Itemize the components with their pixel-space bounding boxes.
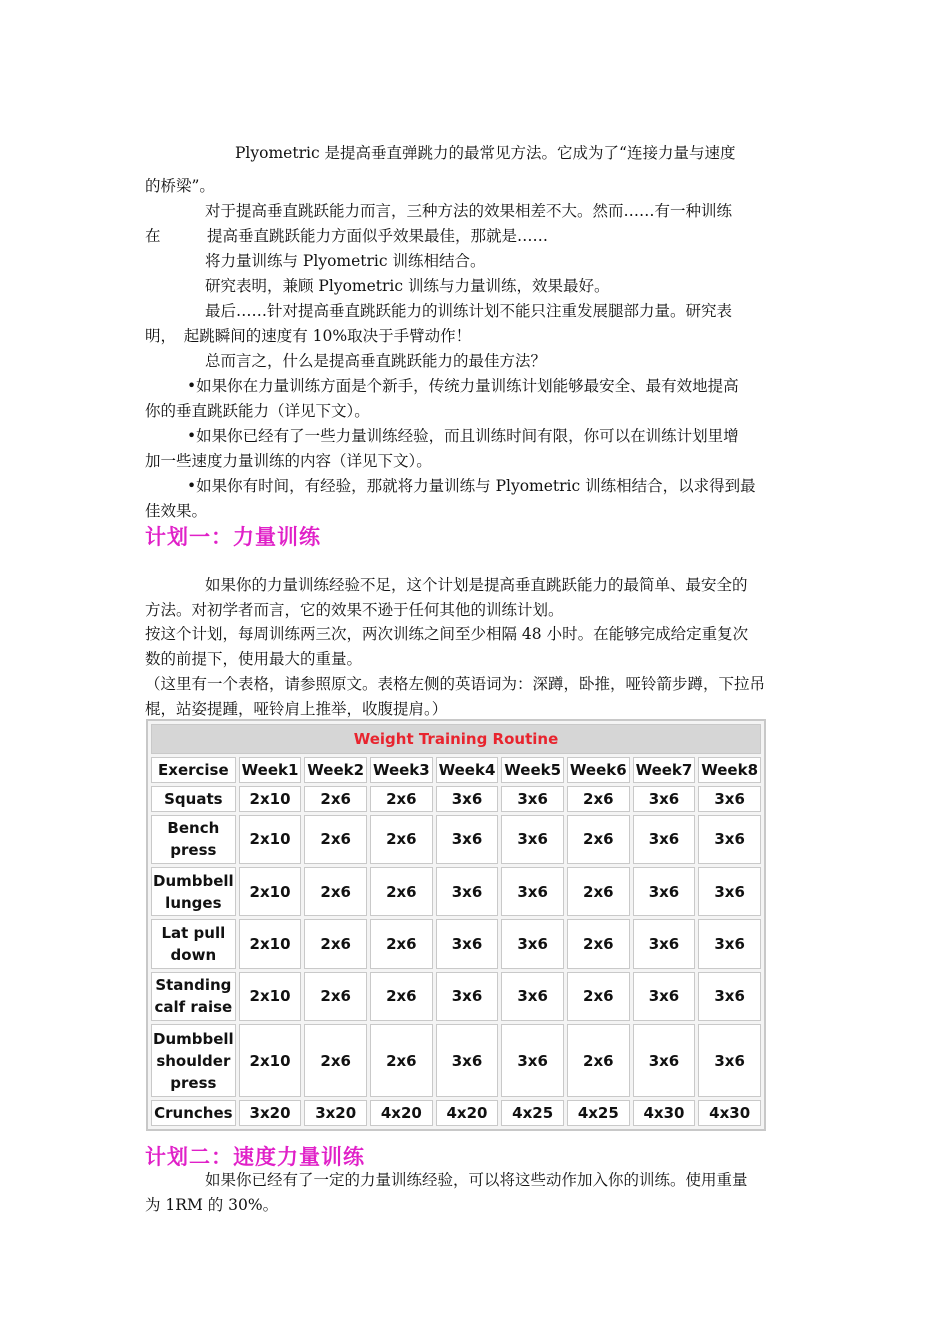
table-row	[151, 972, 761, 1021]
set-rep-cell: 3x6	[501, 1024, 564, 1097]
table-row	[151, 919, 761, 968]
exercise-name: Lat pull down	[151, 919, 236, 968]
paragraph-line: （这里有一个表格，请参照原文。表格左侧的英语词为：深蹲，卧推，哑铃箭步蹲，下拉吊	[145, 675, 766, 693]
column-header: Week6	[567, 757, 630, 783]
set-rep-cell: 2x10	[239, 1024, 302, 1097]
column-header: Week7	[633, 757, 696, 783]
set-rep-cell: 3x6	[633, 919, 696, 968]
section-heading: 计划二：速度力量训练	[145, 1145, 365, 1169]
set-rep-cell: 3x6	[436, 972, 499, 1021]
set-rep-cell: 4x30	[633, 1100, 696, 1126]
paragraph-line: •如果你已经有了一些力量训练经验，而且训练时间有限，你可以在训练计划里增	[187, 427, 739, 445]
paragraph-line: 研究表明，兼顾 Plyometric 训练与力量训练，效果最好。	[205, 277, 610, 295]
set-rep-cell: 3x6	[501, 815, 564, 864]
paragraph-line: 按这个计划，每周训练两三次，两次训练之间至少相隔 48 小时。在能够完成给定重复次	[145, 625, 749, 643]
table-row	[151, 786, 761, 812]
set-rep-cell: 3x6	[633, 786, 696, 812]
set-rep-cell: 3x6	[633, 972, 696, 1021]
set-rep-cell: 3x6	[501, 867, 564, 916]
paragraph-line: 加一些速度力量训练的内容（详见下文）。	[145, 452, 432, 470]
column-header: Exercise	[151, 757, 236, 783]
set-rep-cell: 2x6	[304, 786, 367, 812]
set-rep-cell: 4x25	[501, 1100, 564, 1126]
set-rep-cell: 2x6	[304, 815, 367, 864]
column-header: Week3	[370, 757, 433, 783]
paragraph-line: 对于提高垂直跳跃能力而言，三种方法的效果相差不大。然而……有一种训练	[205, 202, 733, 220]
set-rep-cell: 2x6	[304, 972, 367, 1021]
table-title: Weight Training Routine	[151, 724, 761, 754]
paragraph-line: 为 1RM 的 30%。	[145, 1196, 279, 1214]
set-rep-cell: 2x6	[370, 815, 433, 864]
paragraph-line: •如果你有时间，有经验，那就将力量训练与 Plyometric 训练相结合，以求得到最	[187, 477, 756, 495]
paragraph-line: 最后……针对提高垂直跳跃能力的训练计划不能只注重发展腿部力量。研究表	[205, 302, 733, 320]
column-header: Week5	[501, 757, 564, 783]
set-rep-cell: 3x6	[436, 786, 499, 812]
set-rep-cell: 2x6	[370, 867, 433, 916]
set-rep-cell: 2x6	[567, 867, 630, 916]
column-header: Week2	[304, 757, 367, 783]
set-rep-cell: 3x6	[436, 1024, 499, 1097]
paragraph-line: 方法。对初学者而言，它的效果不逊于任何其他的训练计划。	[145, 601, 564, 619]
set-rep-cell: 2x6	[370, 972, 433, 1021]
set-rep-cell: 3x6	[436, 815, 499, 864]
set-rep-cell: 4x25	[567, 1100, 630, 1126]
set-rep-cell: 2x6	[567, 972, 630, 1021]
set-rep-cell: 3x6	[698, 972, 761, 1021]
table-row	[151, 1100, 761, 1126]
column-header: Week1	[239, 757, 302, 783]
exercise-name: Crunches	[151, 1100, 236, 1126]
set-rep-cell: 2x6	[304, 867, 367, 916]
set-rep-cell: 3x6	[633, 1024, 696, 1097]
table-header-row	[151, 757, 761, 783]
paragraph-line: 如果你已经有了一定的力量训练经验，可以将这些动作加入你的训练。使用重量	[205, 1171, 748, 1189]
set-rep-cell: 2x6	[567, 786, 630, 812]
paragraph-line: 你的垂直跳跃能力（详见下文）。	[145, 402, 370, 420]
set-rep-cell: 2x6	[370, 786, 433, 812]
set-rep-cell: 3x6	[501, 919, 564, 968]
set-rep-cell: 2x6	[304, 919, 367, 968]
set-rep-cell: 3x6	[436, 919, 499, 968]
set-rep-cell: 4x20	[370, 1100, 433, 1126]
table-row	[151, 815, 761, 864]
set-rep-cell: 2x6	[567, 919, 630, 968]
exercise-name: Standing calf raise	[151, 972, 236, 1021]
exercise-name: Bench press	[151, 815, 236, 864]
paragraph-line: 的桥梁”。	[145, 177, 215, 195]
set-rep-cell: 2x6	[370, 919, 433, 968]
column-header: Week8	[698, 757, 761, 783]
exercise-name: Squats	[151, 786, 236, 812]
paragraph-line: 总而言之，什么是提高垂直跳跃能力的最佳方法？	[205, 352, 547, 370]
set-rep-cell: 3x6	[698, 1024, 761, 1097]
exercise-name: Dumbbell shoulder press	[151, 1024, 236, 1097]
set-rep-cell: 2x6	[370, 1024, 433, 1097]
section-heading: 计划一：力量训练	[145, 525, 321, 549]
set-rep-cell: 3x6	[501, 786, 564, 812]
paragraph-line: 在 提高垂直跳跃能力方面似乎效果最佳，那就是……	[145, 227, 549, 245]
paragraph-line: 棍，站姿提踵，哑铃肩上推举，收腹提肩。）	[145, 700, 448, 718]
paragraph-line: Plyometric 是提高垂直弹跳力的最常见方法。它成为了“连接力量与速度	[235, 144, 736, 162]
set-rep-cell: 2x10	[239, 972, 302, 1021]
paragraph-line: 如果你的力量训练经验不足，这个计划是提高垂直跳跃能力的最简单、最安全的	[205, 576, 748, 594]
set-rep-cell: 3x6	[698, 815, 761, 864]
weight-training-table	[146, 719, 766, 1131]
set-rep-cell: 3x6	[633, 867, 696, 916]
paragraph-line: 佳效果。	[145, 502, 208, 520]
set-rep-cell: 3x20	[304, 1100, 367, 1126]
set-rep-cell: 4x30	[698, 1100, 761, 1126]
column-header: Week4	[436, 757, 499, 783]
table-row	[151, 1024, 761, 1097]
set-rep-cell: 3x6	[698, 867, 761, 916]
set-rep-cell: 2x10	[239, 919, 302, 968]
paragraph-line: •如果你在力量训练方面是个新手，传统力量训练计划能够最安全、最有效地提高	[187, 377, 739, 395]
set-rep-cell: 3x6	[698, 786, 761, 812]
set-rep-cell: 2x10	[239, 815, 302, 864]
set-rep-cell: 2x10	[239, 867, 302, 916]
set-rep-cell: 3x6	[698, 919, 761, 968]
exercise-name: Dumbbell lunges	[151, 867, 236, 916]
set-rep-cell: 3x6	[501, 972, 564, 1021]
paragraph-line: 将力量训练与 Plyometric 训练相结合。	[205, 252, 486, 270]
set-rep-cell: 2x10	[239, 786, 302, 812]
set-rep-cell: 3x6	[436, 867, 499, 916]
set-rep-cell: 4x20	[436, 1100, 499, 1126]
set-rep-cell: 3x6	[633, 815, 696, 864]
routine-table	[148, 721, 764, 1129]
set-rep-cell: 2x6	[567, 815, 630, 864]
table-row	[151, 867, 761, 916]
paragraph-line: 明， 起跳瞬间的速度有 10%取决于手臂动作！	[145, 327, 472, 345]
set-rep-cell: 2x6	[567, 1024, 630, 1097]
set-rep-cell: 2x6	[304, 1024, 367, 1097]
paragraph-line: 数的前提下，使用最大的重量。	[145, 650, 363, 668]
set-rep-cell: 3x20	[239, 1100, 302, 1126]
